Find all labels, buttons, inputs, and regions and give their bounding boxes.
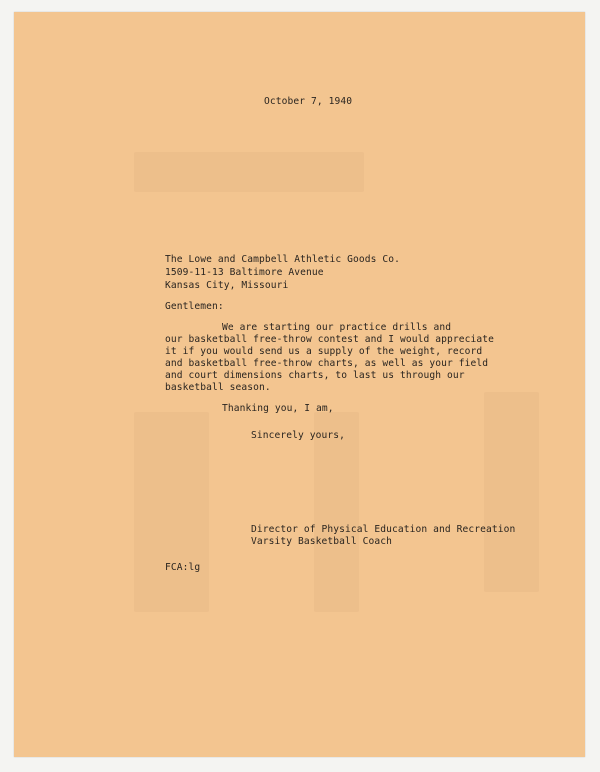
- signature-subtitle: Varsity Basketball Coach: [251, 536, 393, 547]
- letter-page: [14, 12, 585, 757]
- typist-initials: FCA:lg: [165, 562, 201, 573]
- bleed-through-shadow: [314, 412, 359, 612]
- bleed-through-shadow: [134, 412, 209, 612]
- body-line: and court dimensions charts, to last us through our: [165, 370, 465, 381]
- bleed-through-shadow: [134, 152, 364, 192]
- bleed-through-shadow: [484, 392, 539, 592]
- closing: Sincerely yours,: [251, 430, 346, 441]
- recipient-name: The Lowe and Campbell Athletic Goods Co.: [165, 254, 401, 265]
- recipient-street: 1509-11-13 Baltimore Avenue: [165, 267, 324, 278]
- signature-title: Director of Physical Education and Recreation: [251, 524, 516, 535]
- salutation: Gentlemen:: [165, 301, 224, 312]
- body-line: our basketball free-throw contest and I would appreciate: [165, 334, 495, 345]
- body-line: it if you would send us a supply of the weight, record: [165, 346, 483, 357]
- body-line: basketball season.: [165, 382, 271, 393]
- letter-date: October 7, 1940: [264, 96, 353, 107]
- closing-thanks: Thanking you, I am,: [222, 403, 334, 414]
- body-line: We are starting our practice drills and: [222, 322, 452, 333]
- body-line: and basketball free-throw charts, as well as your field: [165, 358, 489, 369]
- recipient-city: Kansas City, Missouri: [165, 280, 289, 291]
